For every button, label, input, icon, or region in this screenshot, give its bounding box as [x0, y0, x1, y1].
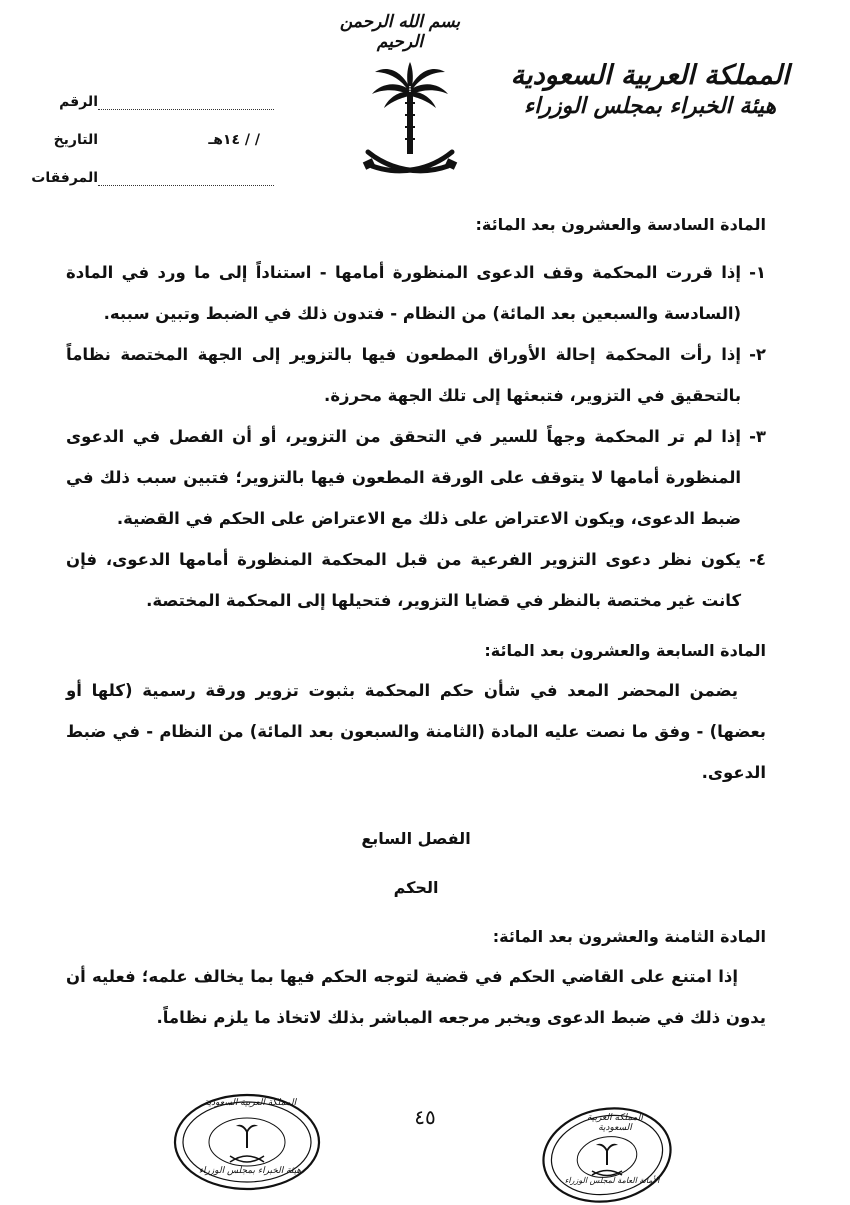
- seal-left-top-text: المملكة العربية السعودية: [203, 1098, 297, 1108]
- attachments-label: المرفقات: [31, 170, 98, 186]
- item-text: إذا قررت المحكمة وقف الدعوى المنظورة أمامها - استناداً إلى ما ورد في المادة (السادسة والسبعين بعد المائة) من النظام - فتدون ذلك في الضبط وتبين سببه.: [66, 263, 742, 323]
- chapter-title: الفصل السابع: [361, 829, 471, 848]
- item-text: إذا لم تر المحكمة وجهاً للسير في التحقق من التزوير، أو أن الفصل في الدعوى المنظورة أمامها لا يتوقف على الورقة المطعون فيها بالتزوير؛ فتبين سبب ذلك في ضبط الدعوى، ويكون الاعتراض على ذلك مع الاعتراض على الحكم في القضية.: [66, 427, 742, 528]
- article-127-title: المادة السابعة والعشرون بعد المائة:: [484, 641, 766, 660]
- page-number: ٤٥: [414, 1105, 436, 1129]
- article-126-title: المادة السادسة والعشرون بعد المائة:: [475, 215, 766, 234]
- attachments-row: [31, 148, 280, 186]
- attachments-line: [98, 171, 274, 186]
- article-127-text: يضمن المحضر المعد في شأن حكم المحكمة بثبوت تزوير ورقة رسمية (كلها أو بعضها) - وفق ما نصت عليه المادة (الثامنة والسبعون بعد المائة) من النظام - في ضبط الدعوى.: [66, 681, 766, 782]
- seal-right-bottom-text: الأمانة العامة لمجلس الوزراء: [564, 1176, 660, 1185]
- country-name: المملكة العربية السعودية: [510, 60, 790, 91]
- reference-row: [40, 72, 280, 110]
- item-text: إذا رأت المحكمة إحالة الأوراق المطعون فيها بالتزوير إلى الجهة المختصة نظاماً بالتحقيق في التزوير، فتبعثها إلى تلك الجهة محرزة.: [66, 345, 742, 405]
- article-128-text: إذا امتنع على القاضي الحكم في قضية لتوجه الحكم فيها بما يخالف علمه؛ فعليه أن يدون ذلك في ضبط الدعوى ويخبر مرجعه المباشر بذلك لاتخاذ ما يلزم نظاماً.: [66, 967, 766, 1027]
- article-128-title: المادة الثامنة والعشرون بعد المائة:: [492, 927, 766, 946]
- article-126-item-1: [66, 252, 766, 334]
- date-value: / / ١٤هـ: [208, 132, 260, 148]
- document-meta: [31, 72, 280, 186]
- article-126-item-3: [66, 416, 766, 539]
- article-126-item-2: [66, 334, 766, 416]
- document-body: [66, 215, 766, 1038]
- reference-label: الرقم: [59, 94, 98, 110]
- chapter-subtitle: الحكم: [393, 878, 439, 897]
- item-number: ١-: [749, 263, 766, 282]
- article-126-item-4: [66, 539, 766, 621]
- agency-name: هيئة الخبراء بمجلس الوزراء: [523, 93, 777, 119]
- basmala: بسم الله الرحمن الرحيم: [339, 12, 461, 52]
- seal-right-top-text: المملكة العربية السعودية: [587, 1113, 643, 1133]
- item-number: ٤-: [749, 550, 766, 569]
- seal-left-bottom-text: هيئة الخبراء بمجلس الوزراء: [198, 1166, 302, 1176]
- item-number: ٣-: [749, 427, 766, 446]
- reference-line: [98, 95, 274, 110]
- date-label: التاريخ: [53, 132, 98, 148]
- palm-and-swords-emblem-icon: [360, 58, 460, 188]
- organization-header: [500, 60, 800, 119]
- item-text: يكون نظر دعوى التزوير الفرعية من قبل المحكمة المنظورة أمامها الدعوى، فإن كانت غير مختصة بالنظر في قضايا التزوير، فتحيلها إلى المحكمة المختصة.: [66, 550, 742, 610]
- date-row: [40, 110, 280, 148]
- item-number: ٢-: [749, 345, 766, 364]
